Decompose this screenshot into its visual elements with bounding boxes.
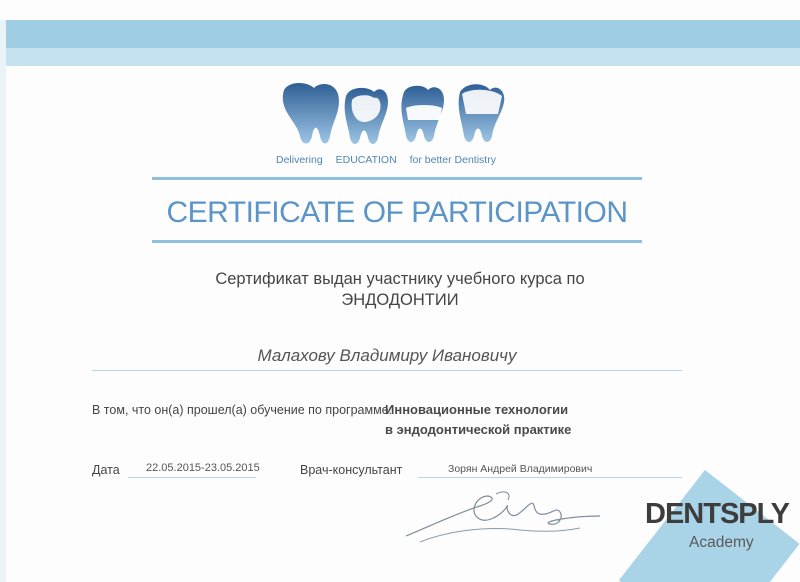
date-underline [128,477,256,478]
academy-label: Academy [689,534,754,551]
consultant-label: Врач-консультант [300,463,403,477]
recipient-name: Малахову Владимиру Ивановичу [257,346,517,365]
dentsply-logo: DENTSPLY [645,498,790,530]
program-title-line1: Инновационные технологии [385,402,569,417]
signature-icon [400,486,610,548]
tagline-part-delivering: Delivering [276,154,323,166]
program-label: В том, что он(а) прошел(а) обучение по программе: [92,403,393,417]
recipient-underline [92,370,682,371]
title-rule-top [152,177,642,180]
top-banner-band-light [0,48,800,66]
certificate-title: CERTIFICATE OF PARTICIPATION [166,196,628,229]
issued-text: Сертификат выдан участнику учебного курса по [215,270,585,288]
title-rule-bottom [152,240,642,243]
date-label: Дата [92,463,120,477]
program-title-line2: в эндодонтической практике [385,422,572,437]
consultant-underline [418,477,682,478]
left-edge-shade [0,20,6,582]
tagline-part-dentistry: for better Dentistry [409,154,496,166]
tagline-part-education: EDUCATION [335,154,397,166]
consultant-name: Зорян Андрей Владимирович [448,463,593,475]
logo-tagline [276,154,516,166]
course-subject: ЭНДОДОНТИИ [341,291,459,309]
date-value: 22.05.2015-23.05.2015 [146,462,260,474]
teeth-logo-icon [270,80,510,152]
top-banner-band [0,20,800,48]
